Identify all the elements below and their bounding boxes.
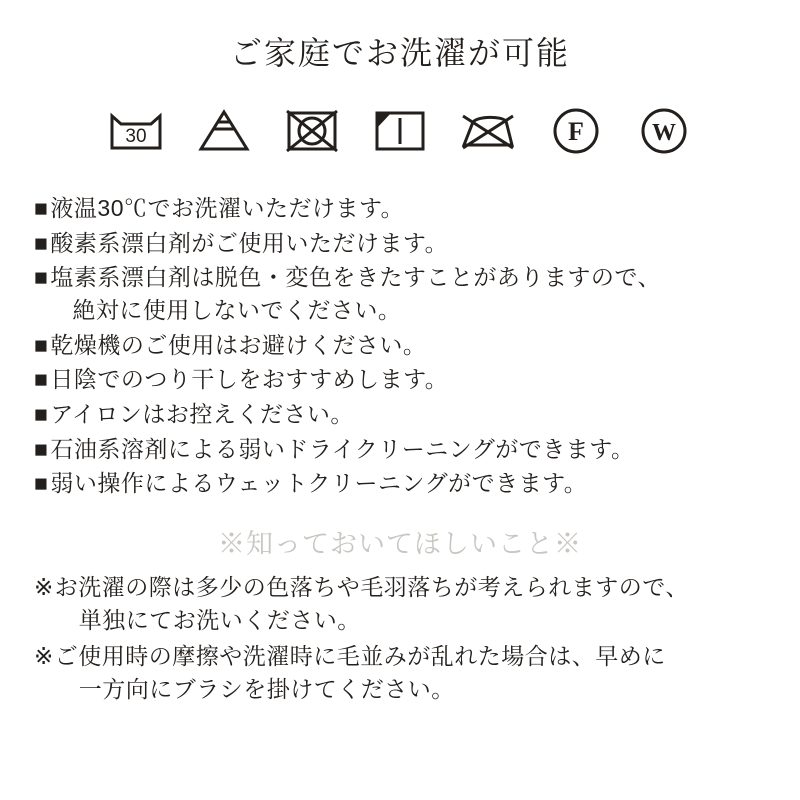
- svg-text:W: W: [652, 120, 676, 146]
- list-item: [34, 467, 766, 500]
- list-item: [34, 192, 766, 225]
- bullet-mark: ■: [34, 470, 49, 497]
- care-bullet-list: [0, 192, 800, 500]
- bullet-mark: ■: [34, 366, 49, 393]
- list-item: [34, 433, 766, 466]
- list-item-text: 酸素系漂白剤がご使用いただけます。: [50, 229, 449, 256]
- bullet-mark: ■: [34, 400, 49, 427]
- list-item: [34, 398, 766, 431]
- list-item-text: 石油系溶剤による弱いドライクリーニングができます。: [50, 435, 635, 462]
- section-subtitle: ※知っておいてほしいこと※: [218, 528, 582, 559]
- bullet-mark: ■: [34, 264, 49, 291]
- svg-text:30: 30: [125, 126, 147, 147]
- list-item: [34, 571, 770, 636]
- list-item-text: アイロンはお控えください。: [50, 400, 354, 427]
- wet-clean-w-icon: [633, 102, 695, 160]
- list-item: [34, 227, 766, 260]
- bullet-mark: ■: [34, 229, 49, 256]
- list-item: [34, 640, 770, 705]
- list-item-line1: お洗濯の際は多少の色落ちや毛羽落ちが考えられますので、: [54, 573, 689, 600]
- dry-clean-f-icon: [545, 102, 607, 160]
- bullet-mark: ■: [34, 195, 49, 221]
- bullet-mark: ■: [34, 331, 49, 358]
- list-item-text: 弱い操作によるウェットクリーニングができます。: [50, 470, 588, 497]
- list-item-line2: 単独にてお洗いください。: [78, 606, 361, 633]
- bullet-mark: ■: [34, 435, 49, 462]
- no-tumble-dry-icon: [281, 102, 343, 160]
- list-item-line2: 絶対に使用しないでください。: [72, 296, 402, 323]
- care-symbols-row: [0, 96, 800, 166]
- list-item-text: 乾燥機のご使用はお避けください。: [50, 331, 427, 358]
- list-item: [34, 363, 766, 396]
- page-title: ご家庭でお洗濯が可能: [229, 35, 570, 71]
- oxygen-bleach-triangle-icon: [193, 102, 255, 160]
- list-item-text: [50, 261, 766, 326]
- shade-line-dry-icon: [369, 102, 431, 160]
- list-item-line2: 一方向にブラシを掛けてください。: [78, 675, 455, 702]
- notes-list: [0, 571, 800, 706]
- list-item: [34, 261, 766, 326]
- note-mark: ※: [34, 573, 54, 600]
- list-item-line1: 塩素系漂白剤は脱色・変色をきたすことがありますので、: [50, 264, 661, 291]
- list-item-text: [55, 571, 770, 636]
- no-iron-icon: [457, 102, 519, 160]
- list-item-line1: ご使用時の摩擦や洗濯時に毛並みが乱れた場合は、早めに: [54, 643, 666, 670]
- list-item-text: 日陰でのつり干しをおすすめします。: [50, 366, 449, 393]
- svg-text:F: F: [568, 117, 584, 146]
- list-item: [34, 329, 766, 362]
- list-item-text: [55, 640, 770, 705]
- list-item-text: 液温30℃でお洗濯いただけます。: [50, 195, 405, 221]
- wash-30-icon: [105, 102, 167, 160]
- note-mark: ※: [34, 643, 54, 670]
